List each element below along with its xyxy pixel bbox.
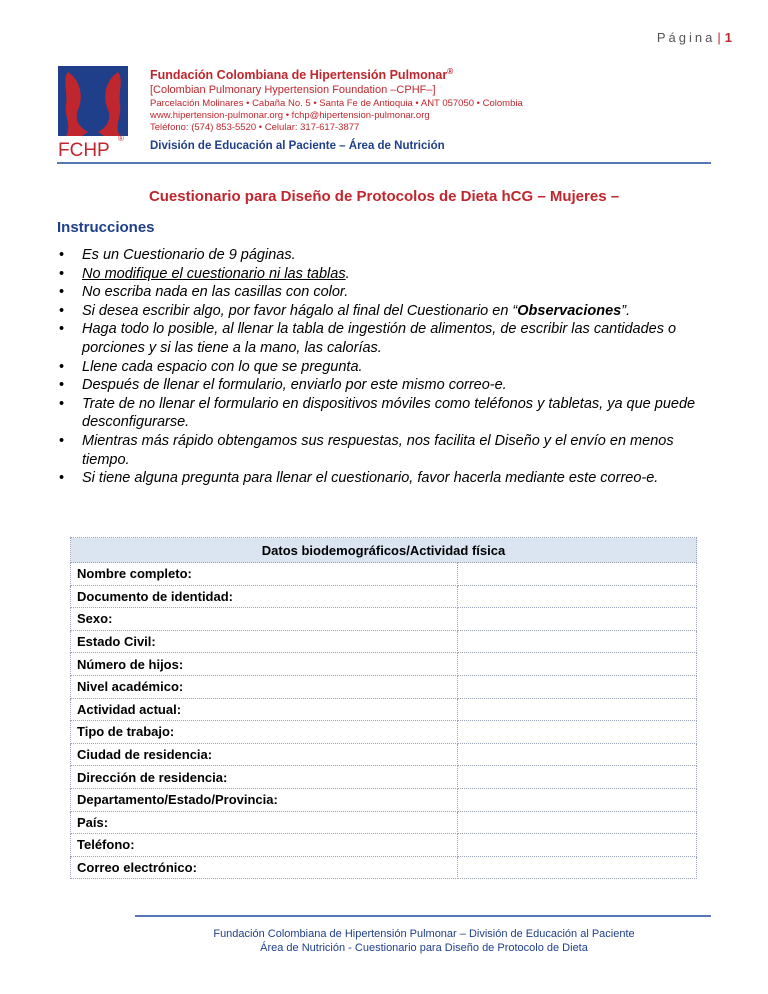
field-input-cell[interactable] bbox=[458, 743, 697, 766]
table-row bbox=[71, 608, 697, 631]
organization-block bbox=[150, 67, 710, 134]
org-english-name: [Colombian Pulmonary Hypertension Foundation –CPHF–] bbox=[150, 84, 436, 97]
field-input-cell[interactable] bbox=[458, 788, 697, 811]
footer bbox=[120, 927, 728, 955]
table-row bbox=[71, 721, 697, 744]
table-row bbox=[71, 585, 697, 608]
instruction-item bbox=[57, 358, 722, 377]
instruction-text-end: ”. bbox=[621, 302, 631, 319]
table-row bbox=[71, 834, 697, 857]
logo-text: FCHP bbox=[58, 140, 110, 160]
field-input-cell[interactable] bbox=[458, 563, 697, 586]
field-label: Ciudad de residencia: bbox=[71, 743, 458, 766]
instruction-item bbox=[57, 432, 722, 469]
instruction-item bbox=[57, 395, 722, 432]
field-input-cell[interactable] bbox=[458, 834, 697, 857]
table-row bbox=[71, 630, 697, 653]
field-input-cell[interactable] bbox=[458, 630, 697, 653]
instruction-text-underlined: No modifique el cuestionario ni las tablas bbox=[82, 265, 346, 282]
field-label: Correo electrónico: bbox=[71, 856, 458, 879]
field-label: Nivel académico: bbox=[71, 675, 458, 698]
instruction-item bbox=[57, 265, 722, 284]
org-web-email: www.hipertension-pulmonar.org • fchp@hipertension-pulmonar.org bbox=[150, 110, 430, 122]
instruction-text: Es un Cuestionario de 9 páginas. bbox=[82, 247, 296, 263]
table-row bbox=[71, 788, 697, 811]
instruction-text: Si desea escribir algo, por favor hágalo al final del Cuestionario en “ bbox=[82, 302, 518, 319]
header-rule bbox=[57, 162, 711, 164]
org-name bbox=[150, 67, 710, 82]
instruction-item bbox=[57, 376, 722, 395]
footer-line-2: Área de Nutrición - Cuestionario para Diseño de Protocolo de Dieta bbox=[260, 942, 588, 954]
instruction-item bbox=[57, 302, 722, 321]
instruction-text-end: . bbox=[345, 265, 350, 282]
registered-mark: ® bbox=[447, 67, 454, 76]
footer-line-1: Fundación Colombiana de Hipertensión Pulmonar – División de Educación al Paciente bbox=[213, 928, 635, 940]
page-number-value: 1 bbox=[724, 30, 732, 45]
instructions-list bbox=[57, 246, 722, 488]
table-row bbox=[71, 766, 697, 789]
table-row bbox=[71, 653, 697, 676]
field-label: Tipo de trabajo: bbox=[71, 721, 458, 744]
page-separator: | bbox=[717, 30, 721, 45]
instruction-text: Trate de no llenar el formulario en dispositivos móviles como teléfonos y tabletas, ya que puede desconfigurarse. bbox=[82, 395, 696, 431]
field-label: Dirección de residencia: bbox=[71, 766, 458, 789]
table-row bbox=[71, 856, 697, 879]
field-label: Nombre completo: bbox=[71, 563, 458, 586]
logo-registered-mark: ® bbox=[118, 134, 124, 143]
field-input-cell[interactable] bbox=[458, 653, 697, 676]
table-row bbox=[71, 698, 697, 721]
table-header-row bbox=[71, 538, 697, 563]
field-input-cell[interactable] bbox=[458, 856, 697, 879]
field-label: Actividad actual: bbox=[71, 698, 458, 721]
field-label: Documento de identidad: bbox=[71, 585, 458, 608]
field-input-cell[interactable] bbox=[458, 721, 697, 744]
table-row bbox=[71, 811, 697, 834]
field-label: País: bbox=[71, 811, 458, 834]
instruction-item bbox=[57, 283, 722, 302]
field-label: Estado Civil: bbox=[71, 630, 458, 653]
instruction-text: Después de llenar el formulario, enviarlo por este mismo correo-e. bbox=[82, 377, 507, 394]
instruction-item bbox=[57, 469, 722, 488]
instruction-text: Si tiene alguna pregunta para llenar el cuestionario, favor hacerla mediante este correo-e. bbox=[82, 470, 659, 487]
field-input-cell[interactable] bbox=[458, 608, 697, 631]
instruction-text: Llene cada espacio con lo que se pregunta. bbox=[82, 358, 363, 375]
instruction-text: Mientras más rápido obtengamos sus respuestas, nos facilita el Diseño y el envío en menos tiempo. bbox=[82, 432, 674, 468]
field-input-cell[interactable] bbox=[458, 811, 697, 834]
division-title: División de Educación al Paciente – Área de Nutrición bbox=[150, 140, 445, 152]
instruction-text: No escriba nada en las casillas con color. bbox=[82, 284, 349, 301]
fchp-logo bbox=[58, 66, 128, 160]
biodemographic-table bbox=[70, 537, 697, 879]
page-label: Página bbox=[656, 30, 716, 45]
table-header: Datos biodemográficos/Actividad física bbox=[71, 538, 697, 563]
instructions-heading: Instrucciones bbox=[57, 219, 155, 236]
page-number bbox=[657, 30, 732, 45]
footer-rule bbox=[135, 915, 711, 917]
document-title: Cuestionario para Diseño de Protocolos de Dieta hCG – Mujeres – bbox=[148, 188, 620, 205]
org-name-text: Fundación Colombiana de Hipertensión Pulmonar bbox=[150, 68, 448, 83]
table-row bbox=[71, 675, 697, 698]
field-label: Teléfono: bbox=[71, 834, 458, 857]
instruction-item bbox=[57, 320, 722, 357]
field-label: Departamento/Estado/Provincia: bbox=[71, 788, 458, 811]
instruction-text-bold: Observaciones bbox=[517, 302, 622, 319]
field-label: Número de hijos: bbox=[71, 653, 458, 676]
instruction-text: Haga todo lo posible, al llenar la tabla de ingestión de alimentos, de escribir las cantidades o porciones y si las tiene a la mano, las calorías. bbox=[82, 321, 677, 356]
field-input-cell[interactable] bbox=[458, 766, 697, 789]
field-label: Sexo: bbox=[71, 608, 458, 631]
org-address: Parcelación Molinares • Cabaña No. 5 • Santa Fe de Antioquia • ANT 057050 • Colombia bbox=[150, 98, 523, 110]
table-row bbox=[71, 563, 697, 586]
field-input-cell[interactable] bbox=[458, 585, 697, 608]
instruction-item bbox=[57, 246, 722, 265]
org-phone: Teléfono: (574) 853-5520 • Celular: 317-617-3877 bbox=[150, 122, 360, 134]
table-row bbox=[71, 743, 697, 766]
field-input-cell[interactable] bbox=[458, 698, 697, 721]
field-input-cell[interactable] bbox=[458, 675, 697, 698]
